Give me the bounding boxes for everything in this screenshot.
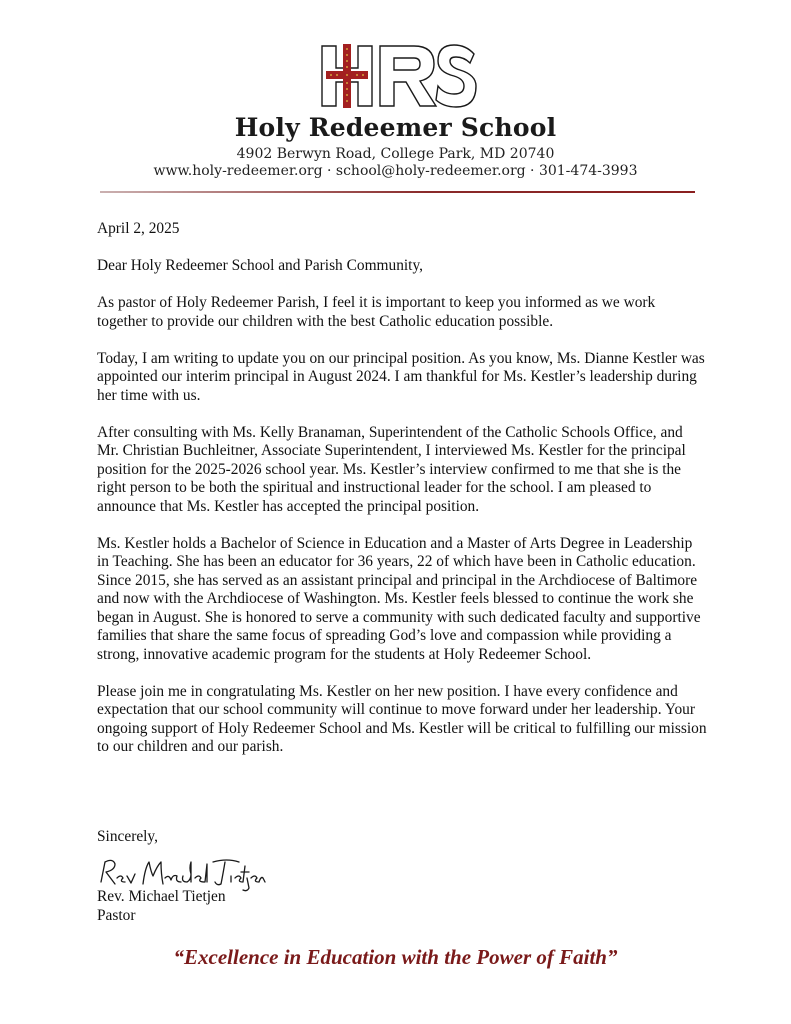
signature-block [97,828,397,924]
school-name: Holy Redeemer School [234,113,557,142]
letter-body [97,220,707,775]
letterhead-divider [100,191,695,193]
paragraph: Please join me in congratulating Ms. Kestler on her new position. I have every confidence and expectation that our school community will continue to move forward under her leadership. Your ongoing support of Holy Redeemer School and Ms. Kestler will be critical to fulfilling our mission to our children and our parish. [97,682,707,755]
letterhead [0,0,791,200]
hrs-logo [318,40,478,112]
paragraph: As pastor of Holy Redeemer Parish, I feel it is important to keep you informed as we work together to provide our children with the best Catholic education possible. [97,294,656,330]
paragraph: Ms. Kestler holds a Bachelor of Science in Education and a Master of Arts Degree in Leadership in Teaching. She has been an educator for 36 years, 22 of which have been in Catholic education. Since 2015, she has served as an assistant principal and principal in the Archdiocese of Baltimore and now with the Archdiocese of Washington. Ms. Kestler feels blessed to continue the work she began in August. She is honored to serve a community with such dedicated faculty and supportive families that share the same focus of spreading God’s love and compassion while providing a strong, innovative academic program for the students at Holy Redeemer School. [97,534,701,663]
letter-date: April 2, 2025 [97,220,180,237]
signer-title: Pastor [97,907,136,924]
paragraph: Today, I am writing to update you on our principal position. As you know, Ms. Dianne Kestler was appointed our interim principal in August 2024. I am thankful for Ms. Kestler’s leadership during her time with us. [97,349,705,404]
school-address: 4902 Berwyn Road, College Park, MD 20740 [236,146,555,162]
paragraph: After consulting with Ms. Kelly Branaman, Superintendent of the Catholic Schools Office, and Mr. Christian Buchleitner, Associate Superintendent, I interviewed Ms. Kestler for the principal position for the 2025-2026 school year. Ms. Kestler’s interview confirmed to me that she is the right person to be both the spiritual and instructional leader for the school. I am pleased to announce that Ms. Kestler has accepted the principal position. [97,423,686,515]
signer-name: Rev. Michael Tietjen [97,888,226,905]
school-motto: “Excellence in Education with the Power of Faith” [173,945,618,969]
school-contact: www.holy-redeemer.org · school@holy-redeemer.org · 301-474-3993 [153,163,638,179]
salutation: Dear Holy Redeemer School and Parish Community, [97,257,423,274]
closing: Sincerely, [97,828,158,845]
